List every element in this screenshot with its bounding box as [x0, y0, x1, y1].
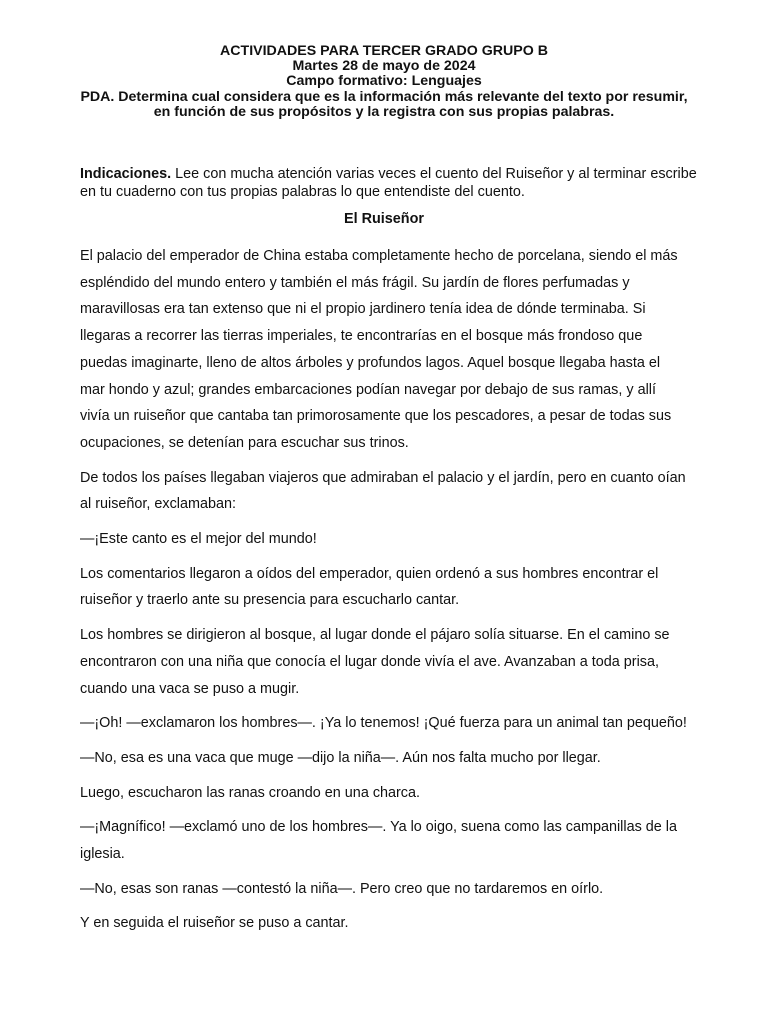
- document-header: [80, 44, 688, 120]
- story-body: [80, 243, 688, 945]
- story-paragraph: —¡Este canto es el mejor del mundo!: [80, 531, 317, 548]
- instructions-label: Indicaciones.: [80, 166, 172, 182]
- story-paragraph: —No, esas son ranas —contestó la niña—. Pero creo que no tardaremos en oírlo.: [80, 880, 604, 897]
- instructions-text: Lee con mucha atención varias veces el cuento del Ruiseñor y al terminar escribe en tu cuaderno con tus propias palabras lo que entendiste del cuento.: [80, 166, 697, 200]
- story-paragraph: —¡Magnífico! —exclamó uno de los hombres—. Ya lo oigo, suena como las campanillas de la iglesia.: [80, 819, 677, 863]
- date-line: Martes 28 de mayo de 2024: [292, 58, 476, 75]
- story-paragraph: El palacio del emperador de China estaba completamente hecho de porcelana, siendo el más espléndido del mundo entero y también el más frágil. Su jardín de flores perfumadas y maravillosas era tan extenso que ni el propio jardinero tenía idea de dónde terminaba. Si llegaras a recorrer las tierras imperiales, te encontrarías en el bosque más frondoso que puedas imaginarte, lleno de altos árboles y profundos lagos. Aquel bosque llegaba hasta el mar hondo y azul; grandes embarcaciones podían navegar por debajo de sus ramas, y allí vivía un ruiseñor que cantaba tan primorosamente que los pescadores, a pesar de todas sus ocupaciones, se detenían para escuchar sus trinos.: [80, 248, 678, 451]
- story-paragraph: —¡Oh! —exclamaron los hombres—. ¡Ya lo tenemos! ¡Qué fuerza para un animal tan pequeño!: [80, 715, 687, 732]
- pda-line-2: en función de sus propósitos y la registra con sus propias palabras.: [153, 103, 615, 120]
- formative-field: Campo formativo: Lenguajes: [286, 73, 482, 90]
- story-paragraph: Los comentarios llegaron a oídos del emperador, quien ordenó a sus hombres encontrar el ruiseñor y traerlo ante su presencia para escucharlo cantar.: [80, 565, 659, 609]
- story-paragraph: Los hombres se dirigieron al bosque, al lugar donde el pájaro solía situarse. En el camino se encontraron con una niña que conocía el lugar donde vivía el ave. Avanzaban a toda prisa, cuando una vaca se puso a mugir.: [80, 627, 670, 697]
- story-paragraph: Luego, escucharon las ranas croando en una charca.: [80, 784, 421, 801]
- story-paragraph: De todos los países llegaban viajeros que admiraban el palacio y el jardín, pero en cuanto oían al ruiseñor, exclamaban:: [80, 469, 686, 513]
- story-title: El Ruiseñor: [344, 211, 424, 227]
- story-paragraph: —No, esa es una vaca que muge —dijo la niña—. Aún nos falta mucho por llegar.: [80, 749, 601, 766]
- instructions-paragraph: [80, 166, 698, 201]
- activity-title: ACTIVIDADES PARA TERCER GRADO GRUPO B: [220, 43, 548, 59]
- pda-line-1: PDA. Determina cual considera que es la información más relevante del texto por resumir,: [80, 88, 688, 105]
- story-paragraph: Y en seguida el ruiseñor se puso a cantar.: [80, 915, 349, 932]
